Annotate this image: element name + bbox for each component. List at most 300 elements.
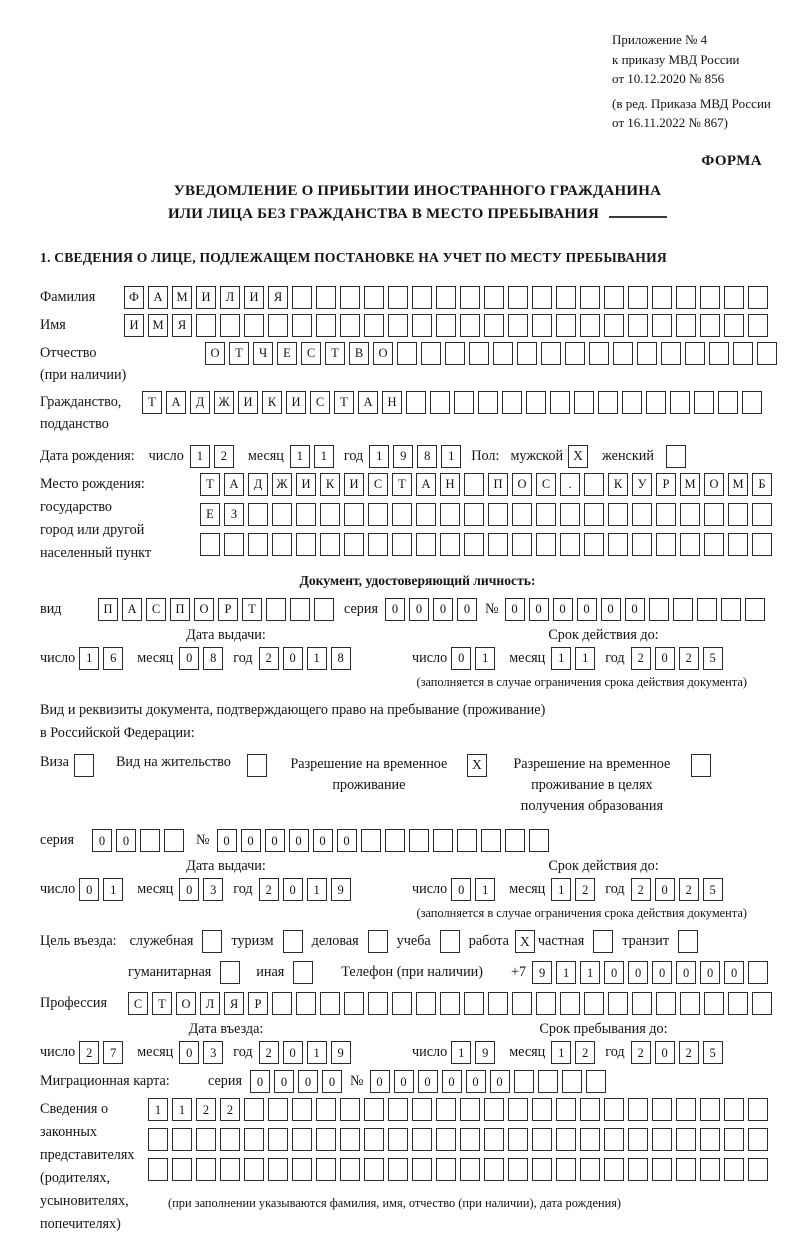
char-cell[interactable]: 0	[79, 878, 99, 901]
char-cell[interactable]	[580, 1128, 600, 1151]
char-cell[interactable]	[364, 286, 384, 309]
char-cell[interactable]	[292, 286, 312, 309]
char-cell[interactable]: 0	[265, 829, 285, 852]
char-cell[interactable]	[748, 961, 768, 984]
char-cell[interactable]	[748, 1128, 768, 1151]
char-cell[interactable]	[724, 1128, 744, 1151]
purpose-work-checkbox[interactable]: X	[515, 930, 535, 953]
char-cell[interactable]	[457, 829, 477, 852]
char-cell[interactable]: 2	[679, 647, 699, 670]
char-cell[interactable]: П	[488, 473, 508, 496]
char-cell[interactable]: И	[244, 286, 264, 309]
char-cell[interactable]	[676, 1098, 696, 1121]
char-cell[interactable]	[656, 503, 676, 526]
char-cell[interactable]	[464, 992, 484, 1015]
char-cell[interactable]	[412, 286, 432, 309]
char-cell[interactable]	[560, 533, 580, 556]
char-cell[interactable]	[248, 533, 268, 556]
char-cell[interactable]	[172, 1158, 192, 1181]
char-cell[interactable]: С	[301, 342, 321, 365]
char-cell[interactable]	[320, 992, 340, 1015]
char-cell[interactable]	[445, 342, 465, 365]
char-cell[interactable]	[200, 533, 220, 556]
char-cell[interactable]	[728, 992, 748, 1015]
char-cell[interactable]	[484, 314, 504, 337]
char-cell[interactable]	[517, 342, 537, 365]
char-cell[interactable]	[757, 342, 777, 365]
char-cell[interactable]	[508, 1128, 528, 1151]
char-cell[interactable]: 9	[393, 445, 413, 468]
char-cell[interactable]	[700, 286, 720, 309]
purpose-study-checkbox[interactable]	[440, 930, 460, 953]
char-cell[interactable]	[436, 1158, 456, 1181]
char-cell[interactable]: Т	[142, 391, 162, 414]
char-cell[interactable]	[656, 992, 676, 1015]
char-cell[interactable]	[532, 286, 552, 309]
char-cell[interactable]: 9	[475, 1041, 495, 1064]
char-cell[interactable]: 1	[441, 445, 461, 468]
char-cell[interactable]: Т	[229, 342, 249, 365]
char-cell[interactable]	[409, 829, 429, 852]
char-cell[interactable]	[436, 1128, 456, 1151]
residence-permit-checkbox[interactable]	[247, 754, 267, 777]
char-cell[interactable]: 0	[442, 1070, 462, 1093]
char-cell[interactable]: 0	[466, 1070, 486, 1093]
char-cell[interactable]: Ж	[272, 473, 292, 496]
char-cell[interactable]	[488, 533, 508, 556]
char-cell[interactable]	[272, 503, 292, 526]
char-cell[interactable]: 1	[314, 445, 334, 468]
char-cell[interactable]	[536, 992, 556, 1015]
female-checkbox[interactable]	[666, 445, 686, 468]
char-cell[interactable]	[704, 992, 724, 1015]
char-cell[interactable]	[574, 391, 594, 414]
char-cell[interactable]	[340, 1158, 360, 1181]
char-cell[interactable]: 1	[475, 878, 495, 901]
char-cell[interactable]	[272, 533, 292, 556]
char-cell[interactable]	[388, 314, 408, 337]
char-cell[interactable]: 0	[283, 647, 303, 670]
char-cell[interactable]: А	[358, 391, 378, 414]
char-cell[interactable]	[364, 1128, 384, 1151]
char-cell[interactable]	[724, 1158, 744, 1181]
char-cell[interactable]	[368, 992, 388, 1015]
char-cell[interactable]	[292, 1098, 312, 1121]
char-cell[interactable]	[478, 391, 498, 414]
char-cell[interactable]: 2	[631, 647, 651, 670]
char-cell[interactable]: С	[128, 992, 148, 1015]
char-cell[interactable]	[196, 1158, 216, 1181]
char-cell[interactable]: И	[238, 391, 258, 414]
char-cell[interactable]: М	[680, 473, 700, 496]
char-cell[interactable]	[613, 342, 633, 365]
char-cell[interactable]	[292, 1158, 312, 1181]
char-cell[interactable]	[700, 314, 720, 337]
char-cell[interactable]	[532, 1098, 552, 1121]
char-cell[interactable]	[536, 503, 556, 526]
char-cell[interactable]: 0	[217, 829, 237, 852]
purpose-tourism-checkbox[interactable]	[283, 930, 303, 953]
char-cell[interactable]	[416, 533, 436, 556]
char-cell[interactable]: С	[536, 473, 556, 496]
char-cell[interactable]: И	[196, 286, 216, 309]
char-cell[interactable]	[742, 391, 762, 414]
char-cell[interactable]: 2	[631, 1041, 651, 1064]
char-cell[interactable]	[488, 992, 508, 1015]
char-cell[interactable]: 0	[298, 1070, 318, 1093]
char-cell[interactable]	[508, 1158, 528, 1181]
char-cell[interactable]: 0	[625, 598, 645, 621]
char-cell[interactable]	[296, 533, 316, 556]
char-cell[interactable]: 2	[220, 1098, 240, 1121]
char-cell[interactable]: 0	[724, 961, 744, 984]
char-cell[interactable]: В	[349, 342, 369, 365]
char-cell[interactable]: 2	[79, 1041, 99, 1064]
char-cell[interactable]	[484, 1098, 504, 1121]
char-cell[interactable]: К	[608, 473, 628, 496]
char-cell[interactable]: 0	[700, 961, 720, 984]
char-cell[interactable]	[508, 1098, 528, 1121]
char-cell[interactable]	[196, 1128, 216, 1151]
char-cell[interactable]	[704, 533, 724, 556]
char-cell[interactable]	[244, 1158, 264, 1181]
char-cell[interactable]	[700, 1128, 720, 1151]
char-cell[interactable]: С	[146, 598, 166, 621]
char-cell[interactable]	[514, 1070, 534, 1093]
char-cell[interactable]	[604, 1128, 624, 1151]
char-cell[interactable]: К	[320, 473, 340, 496]
char-cell[interactable]	[172, 1128, 192, 1151]
char-cell[interactable]	[580, 286, 600, 309]
char-cell[interactable]: Ж	[214, 391, 234, 414]
char-cell[interactable]: О	[205, 342, 225, 365]
char-cell[interactable]: 1	[369, 445, 389, 468]
char-cell[interactable]: 0	[250, 1070, 270, 1093]
char-cell[interactable]	[584, 473, 604, 496]
char-cell[interactable]	[392, 533, 412, 556]
char-cell[interactable]	[661, 342, 681, 365]
char-cell[interactable]: 0	[274, 1070, 294, 1093]
char-cell[interactable]: 0	[655, 1041, 675, 1064]
char-cell[interactable]: Р	[248, 992, 268, 1015]
char-cell[interactable]	[733, 342, 753, 365]
char-cell[interactable]: 0	[92, 829, 112, 852]
char-cell[interactable]	[700, 1158, 720, 1181]
char-cell[interactable]	[622, 391, 642, 414]
char-cell[interactable]: М	[172, 286, 192, 309]
char-cell[interactable]	[388, 1158, 408, 1181]
char-cell[interactable]: И	[124, 314, 144, 337]
char-cell[interactable]: Б	[752, 473, 772, 496]
char-cell[interactable]	[436, 1098, 456, 1121]
temp-residence-education-checkbox[interactable]	[691, 754, 711, 777]
char-cell[interactable]	[628, 1158, 648, 1181]
char-cell[interactable]	[361, 829, 381, 852]
char-cell[interactable]	[704, 503, 724, 526]
char-cell[interactable]	[580, 1158, 600, 1181]
char-cell[interactable]	[344, 992, 364, 1015]
char-cell[interactable]: 0	[385, 598, 405, 621]
char-cell[interactable]: 2	[214, 445, 234, 468]
char-cell[interactable]: 1	[148, 1098, 168, 1121]
char-cell[interactable]: 0	[283, 1041, 303, 1064]
char-cell[interactable]: 0	[655, 878, 675, 901]
char-cell[interactable]: 0	[433, 598, 453, 621]
char-cell[interactable]	[272, 992, 292, 1015]
char-cell[interactable]	[508, 314, 528, 337]
char-cell[interactable]	[584, 992, 604, 1015]
char-cell[interactable]: 0	[179, 878, 199, 901]
char-cell[interactable]	[752, 533, 772, 556]
char-cell[interactable]	[752, 503, 772, 526]
char-cell[interactable]	[316, 286, 336, 309]
char-cell[interactable]	[584, 533, 604, 556]
char-cell[interactable]	[536, 533, 556, 556]
char-cell[interactable]	[244, 1128, 264, 1151]
char-cell[interactable]: 0	[655, 647, 675, 670]
char-cell[interactable]	[368, 503, 388, 526]
char-cell[interactable]: С	[310, 391, 330, 414]
char-cell[interactable]	[268, 314, 288, 337]
char-cell[interactable]: У	[632, 473, 652, 496]
char-cell[interactable]	[680, 503, 700, 526]
char-cell[interactable]	[676, 314, 696, 337]
char-cell[interactable]: 0	[322, 1070, 342, 1093]
char-cell[interactable]: 5	[703, 1041, 723, 1064]
char-cell[interactable]	[296, 992, 316, 1015]
char-cell[interactable]	[248, 503, 268, 526]
char-cell[interactable]	[440, 503, 460, 526]
char-cell[interactable]	[560, 503, 580, 526]
char-cell[interactable]	[637, 342, 657, 365]
char-cell[interactable]	[469, 342, 489, 365]
char-cell[interactable]: 1	[551, 878, 571, 901]
char-cell[interactable]	[406, 391, 426, 414]
char-cell[interactable]: Т	[152, 992, 172, 1015]
char-cell[interactable]: 0	[283, 878, 303, 901]
char-cell[interactable]: 0	[394, 1070, 414, 1093]
char-cell[interactable]	[454, 391, 474, 414]
char-cell[interactable]: 2	[259, 1041, 279, 1064]
char-cell[interactable]	[244, 314, 264, 337]
char-cell[interactable]	[580, 1098, 600, 1121]
char-cell[interactable]	[488, 503, 508, 526]
char-cell[interactable]: Д	[248, 473, 268, 496]
char-cell[interactable]: Л	[200, 992, 220, 1015]
char-cell[interactable]	[632, 503, 652, 526]
char-cell[interactable]	[397, 342, 417, 365]
char-cell[interactable]	[676, 286, 696, 309]
char-cell[interactable]	[316, 1098, 336, 1121]
char-cell[interactable]: Ч	[253, 342, 273, 365]
char-cell[interactable]	[436, 314, 456, 337]
char-cell[interactable]	[532, 1158, 552, 1181]
char-cell[interactable]	[320, 503, 340, 526]
char-cell[interactable]	[440, 992, 460, 1015]
char-cell[interactable]	[148, 1128, 168, 1151]
char-cell[interactable]: 3	[203, 1041, 223, 1064]
char-cell[interactable]	[562, 1070, 582, 1093]
char-cell[interactable]: 2	[679, 1041, 699, 1064]
char-cell[interactable]: 0	[409, 598, 429, 621]
char-cell[interactable]	[632, 992, 652, 1015]
char-cell[interactable]: 0	[289, 829, 309, 852]
char-cell[interactable]	[385, 829, 405, 852]
char-cell[interactable]: М	[728, 473, 748, 496]
char-cell[interactable]	[748, 286, 768, 309]
char-cell[interactable]: 9	[331, 878, 351, 901]
char-cell[interactable]: 5	[703, 878, 723, 901]
char-cell[interactable]	[412, 314, 432, 337]
char-cell[interactable]: 0	[676, 961, 696, 984]
char-cell[interactable]	[628, 1128, 648, 1151]
char-cell[interactable]	[526, 391, 546, 414]
char-cell[interactable]: 1	[79, 647, 99, 670]
char-cell[interactable]	[268, 1158, 288, 1181]
char-cell[interactable]: 1	[307, 1041, 327, 1064]
char-cell[interactable]: 9	[532, 961, 552, 984]
char-cell[interactable]: 1	[575, 647, 595, 670]
char-cell[interactable]: Я	[172, 314, 192, 337]
char-cell[interactable]	[440, 533, 460, 556]
char-cell[interactable]	[430, 391, 450, 414]
char-cell[interactable]	[292, 1128, 312, 1151]
char-cell[interactable]	[388, 1128, 408, 1151]
char-cell[interactable]	[460, 286, 480, 309]
char-cell[interactable]	[464, 473, 484, 496]
char-cell[interactable]: 9	[331, 1041, 351, 1064]
char-cell[interactable]: 0	[116, 829, 136, 852]
char-cell[interactable]: Т	[200, 473, 220, 496]
char-cell[interactable]	[412, 1128, 432, 1151]
char-cell[interactable]: 2	[575, 878, 595, 901]
char-cell[interactable]: 0	[553, 598, 573, 621]
char-cell[interactable]	[505, 829, 525, 852]
char-cell[interactable]	[565, 342, 585, 365]
char-cell[interactable]: 8	[203, 647, 223, 670]
char-cell[interactable]	[484, 286, 504, 309]
char-cell[interactable]	[628, 286, 648, 309]
char-cell[interactable]	[752, 992, 772, 1015]
char-cell[interactable]	[493, 342, 513, 365]
char-cell[interactable]	[364, 1098, 384, 1121]
char-cell[interactable]: З	[224, 503, 244, 526]
char-cell[interactable]: 7	[103, 1041, 123, 1064]
char-cell[interactable]	[416, 992, 436, 1015]
char-cell[interactable]: А	[148, 286, 168, 309]
char-cell[interactable]	[464, 533, 484, 556]
char-cell[interactable]: П	[170, 598, 190, 621]
char-cell[interactable]: Е	[277, 342, 297, 365]
char-cell[interactable]	[392, 992, 412, 1015]
char-cell[interactable]	[556, 314, 576, 337]
char-cell[interactable]	[484, 1128, 504, 1151]
char-cell[interactable]	[508, 286, 528, 309]
char-cell[interactable]	[532, 1128, 552, 1151]
char-cell[interactable]: Н	[382, 391, 402, 414]
char-cell[interactable]	[652, 286, 672, 309]
char-cell[interactable]	[604, 1098, 624, 1121]
char-cell[interactable]: О	[704, 473, 724, 496]
char-cell[interactable]: 0	[313, 829, 333, 852]
char-cell[interactable]: 1	[290, 445, 310, 468]
visa-checkbox[interactable]	[74, 754, 94, 777]
char-cell[interactable]	[673, 598, 693, 621]
char-cell[interactable]	[340, 286, 360, 309]
char-cell[interactable]	[244, 1098, 264, 1121]
char-cell[interactable]: Ф	[124, 286, 144, 309]
char-cell[interactable]: 1	[551, 1041, 571, 1064]
char-cell[interactable]: .	[560, 473, 580, 496]
male-checkbox[interactable]: X	[568, 445, 588, 468]
char-cell[interactable]	[604, 1158, 624, 1181]
char-cell[interactable]	[728, 503, 748, 526]
char-cell[interactable]	[340, 1098, 360, 1121]
char-cell[interactable]: А	[416, 473, 436, 496]
char-cell[interactable]	[652, 1158, 672, 1181]
char-cell[interactable]	[296, 503, 316, 526]
char-cell[interactable]	[433, 829, 453, 852]
char-cell[interactable]	[604, 286, 624, 309]
char-cell[interactable]	[340, 1128, 360, 1151]
char-cell[interactable]	[368, 533, 388, 556]
char-cell[interactable]: Я	[268, 286, 288, 309]
char-cell[interactable]: О	[176, 992, 196, 1015]
char-cell[interactable]: 0	[490, 1070, 510, 1093]
char-cell[interactable]	[694, 391, 714, 414]
char-cell[interactable]	[512, 533, 532, 556]
char-cell[interactable]: 0	[241, 829, 261, 852]
purpose-official-checkbox[interactable]	[202, 930, 222, 953]
char-cell[interactable]: И	[344, 473, 364, 496]
char-cell[interactable]	[268, 1128, 288, 1151]
char-cell[interactable]: 0	[370, 1070, 390, 1093]
purpose-humanitarian-checkbox[interactable]	[220, 961, 240, 984]
char-cell[interactable]: К	[262, 391, 282, 414]
char-cell[interactable]: 0	[457, 598, 477, 621]
char-cell[interactable]: 0	[505, 598, 525, 621]
char-cell[interactable]: 2	[259, 878, 279, 901]
char-cell[interactable]	[320, 533, 340, 556]
char-cell[interactable]	[532, 314, 552, 337]
char-cell[interactable]: О	[373, 342, 393, 365]
char-cell[interactable]	[628, 1098, 648, 1121]
char-cell[interactable]: 1	[307, 647, 327, 670]
char-cell[interactable]: 1	[580, 961, 600, 984]
char-cell[interactable]	[460, 1158, 480, 1181]
char-cell[interactable]: 3	[203, 878, 223, 901]
char-cell[interactable]: 1	[307, 878, 327, 901]
char-cell[interactable]	[748, 1098, 768, 1121]
char-cell[interactable]	[652, 1098, 672, 1121]
char-cell[interactable]	[646, 391, 666, 414]
char-cell[interactable]	[589, 342, 609, 365]
char-cell[interactable]	[512, 503, 532, 526]
char-cell[interactable]: А	[166, 391, 186, 414]
char-cell[interactable]	[608, 533, 628, 556]
char-cell[interactable]: А	[122, 598, 142, 621]
char-cell[interactable]	[556, 1098, 576, 1121]
char-cell[interactable]: П	[98, 598, 118, 621]
char-cell[interactable]	[344, 533, 364, 556]
char-cell[interactable]: 1	[103, 878, 123, 901]
char-cell[interactable]: 0	[628, 961, 648, 984]
char-cell[interactable]	[656, 533, 676, 556]
char-cell[interactable]	[556, 1128, 576, 1151]
char-cell[interactable]	[364, 314, 384, 337]
char-cell[interactable]: И	[296, 473, 316, 496]
char-cell[interactable]	[224, 533, 244, 556]
